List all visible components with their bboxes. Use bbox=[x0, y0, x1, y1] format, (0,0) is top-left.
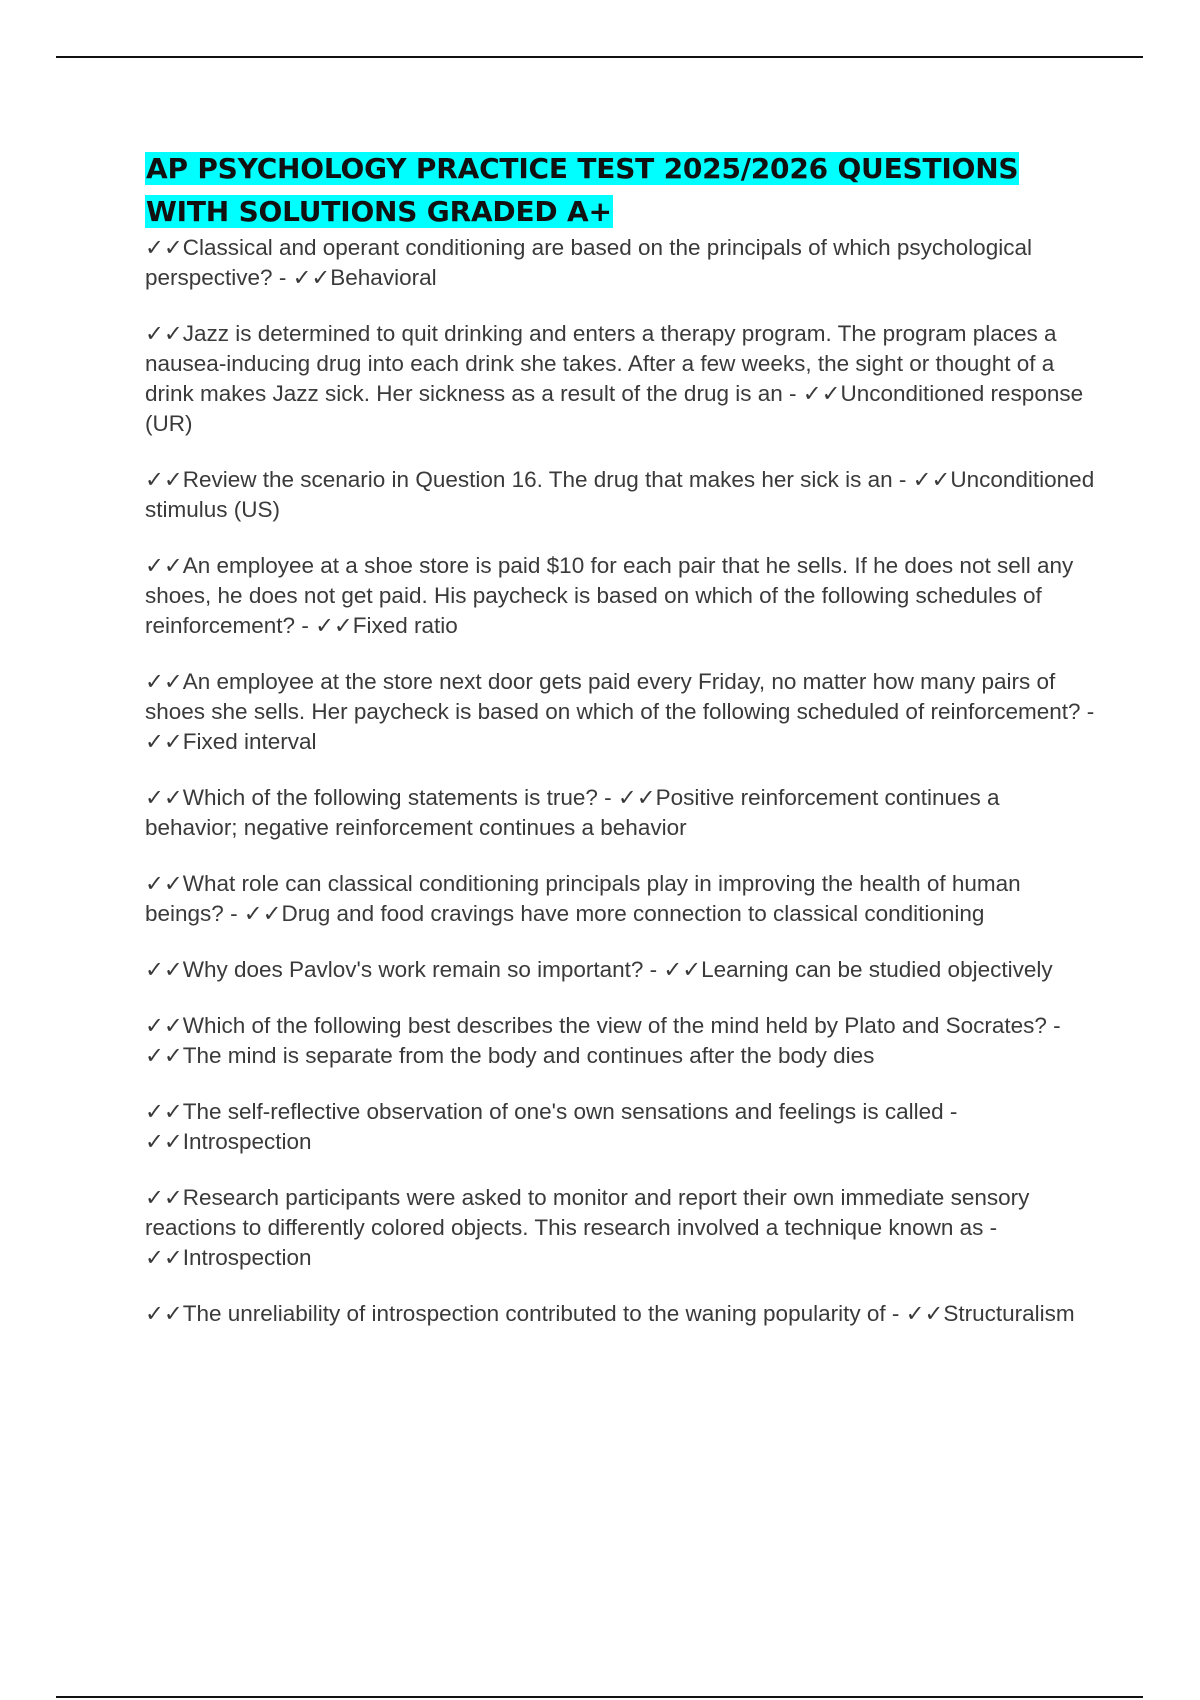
question-item-7: ✓✓What role can classical conditioning principals play in improving the health of human beings? - ✓✓Drug and food cravings have more connection to classical conditioning bbox=[145, 871, 1021, 926]
question-item-9: ✓✓Which of the following best describes the view of the mind held by Plato and Socrates? - ✓✓The mind is separate from the body and continues after the body dies bbox=[145, 1013, 1061, 1068]
top-divider bbox=[56, 56, 1143, 58]
question-item-3: ✓✓Review the scenario in Question 16. The drug that makes her sick is an - ✓✓Unconditioned stimulus (US) bbox=[145, 467, 1095, 522]
question-item-11: ✓✓Research participants were asked to monitor and report their own immediate sensory reactions to differently colored objects. This research involved a technique known as - ✓✓Introspection bbox=[145, 1185, 1030, 1270]
question-item-2: ✓✓Jazz is determined to quit drinking and enters a therapy program. The program places a nausea-inducing drug into each drink she takes. After a few weeks, the sight or thought of a drink makes Jazz sick. Her sickness as a result of the drug is an - ✓✓Unconditioned response (UR) bbox=[145, 321, 1084, 436]
question-item-6: ✓✓Which of the following statements is true? - ✓✓Positive reinforcement continues a behavior; negative reinforcement continues a behavior bbox=[145, 785, 1000, 840]
page-title bbox=[145, 147, 1065, 233]
question-list bbox=[145, 233, 1095, 1355]
question-item-4: ✓✓An employee at a shoe store is paid $10 for each pair that he sells. If he does not sell any shoes, he does not get paid. His paycheck is based on which of the following schedules of reinforcement? - ✓✓Fixed ratio bbox=[145, 553, 1074, 638]
page-title-text: AP PSYCHOLOGY PRACTICE TEST 2025/2026 QUESTIONS WITH SOLUTIONS GRADED A+ bbox=[146, 152, 1019, 228]
question-item-10: ✓✓The self-reflective observation of one's own sensations and feelings is called - ✓✓Introspection bbox=[145, 1099, 958, 1154]
bottom-divider bbox=[56, 1696, 1143, 1698]
question-item-8: ✓✓Why does Pavlov's work remain so important? - ✓✓Learning can be studied objectively bbox=[145, 957, 1053, 982]
question-item-5: ✓✓An employee at the store next door gets paid every Friday, no matter how many pairs of shoes she sells. Her paycheck is based on which of the following scheduled of reinforcement? - ✓✓Fixed interval bbox=[145, 669, 1095, 754]
question-item-1: ✓✓Classical and operant conditioning are based on the principals of which psychological perspective? - ✓✓Behavioral bbox=[145, 235, 1032, 290]
question-item-12: ✓✓The unreliability of introspection contributed to the waning popularity of - ✓✓Structuralism bbox=[145, 1301, 1075, 1326]
